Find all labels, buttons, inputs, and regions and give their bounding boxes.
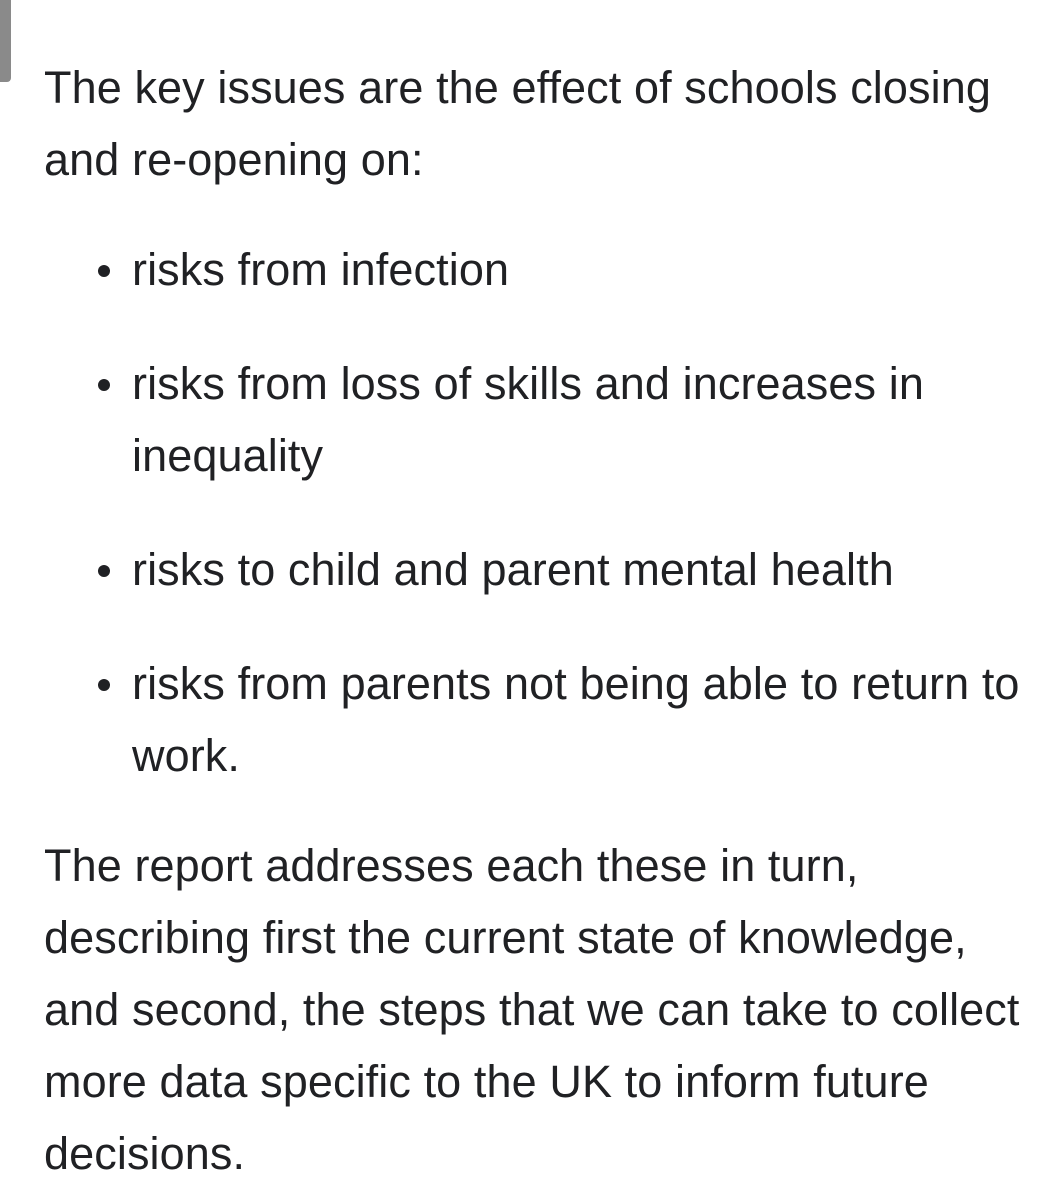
list-item-text: risks from parents not being able to return to work. xyxy=(132,658,1020,781)
list-item xyxy=(44,534,1024,606)
bullet-icon xyxy=(98,265,110,277)
list-item xyxy=(44,648,1024,792)
list-item-text: risks to child and parent mental health xyxy=(132,544,894,595)
bullet-icon xyxy=(98,565,110,577)
bullet-icon xyxy=(98,679,110,691)
list-item xyxy=(44,234,1024,306)
intro-paragraph: The key issues are the effect of schools closing and re-opening on: xyxy=(44,62,991,185)
bullet-icon xyxy=(98,379,110,391)
scrollbar-thumb[interactable] xyxy=(0,0,11,82)
list-item-text: risks from loss of skills and increases in inequality xyxy=(132,358,924,481)
key-issues-list xyxy=(44,234,1024,792)
summary-paragraph: The report addresses each these in turn, describing first the current state of knowledge, and second, the steps that we can take to collect more data specific to the UK to inform future decisions. xyxy=(44,840,1020,1179)
list-item xyxy=(44,348,1024,492)
list-item-text: risks from infection xyxy=(132,244,510,295)
article-body xyxy=(44,52,1024,1190)
